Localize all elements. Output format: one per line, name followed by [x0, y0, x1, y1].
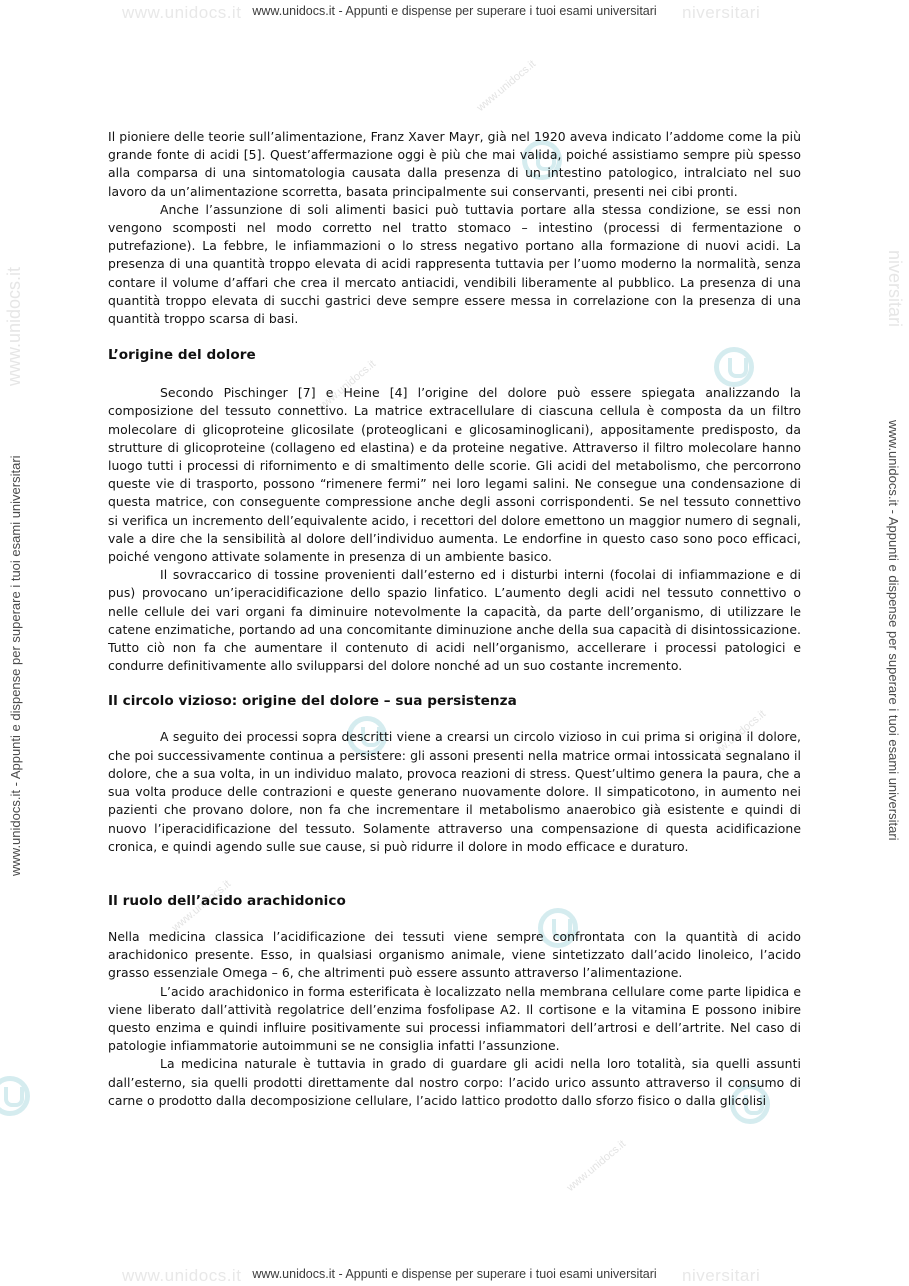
watermark-site-text: www.unidocs.it — [314, 358, 379, 414]
faint-site-text: niversitari — [885, 250, 905, 328]
faint-site-text: www.unidocs.it — [4, 266, 24, 386]
watermark-site-text: www.unidocs.it — [169, 878, 234, 934]
top-watermark-banner — [0, 3, 909, 22]
faint-site-text: www.unidocs.it — [122, 1266, 242, 1285]
watermark-logo-icon — [0, 1076, 30, 1116]
paragraph: Il sovraccarico di tossine provenienti dall’esterno ed i disturbi interni (focolai di infiammazione e di pus) provocano un’iperacidificazione dello spazio linfatico. L’aumento degli acidi nel tessuto connettivo o nelle cellule dei vari organi fa diminuire notevolmente la capacità, da parte dell’organismo, di utilizzare le catene enzimatiche, portando ad una concomitante diminuzione anche della sua capacità di disintossicazione. Tutto ciò non fa che aumentare il contenuto di acidi nell’organismo, accellerare i processi patologici e condurre definitivamente allo svilupparsi del dolore nonché ad un suo costante incremento. — [108, 567, 801, 674]
paragraph: Nella medicina classica l’acidificazione dei tessuti viene sempre confrontata con la quantità di acido arachidonico presente. Esso, in qualsiasi organismo animale, viene sintetizzato dall’acido linoleico, l’acido grasso essenziale Omega – 6, che altrimenti può essere assunto attraverso l’alimentazione. — [108, 928, 801, 981]
section-circolo-vizioso — [108, 692, 801, 855]
faint-site-text: niversitari — [682, 3, 761, 22]
paragraph: Secondo Pischinger [7] e Heine [4] l’origine del dolore può essere spiegata analizzando la composizione del tessuto connettivo. La matrice extracellulare di ciascuna cellula è composta da un filtro molecolare di glicoproteine glicosilate (proteoglicani e glicosaminoglicani), appositamente predisposto, da strutture di glicoproteine (collageno ed elastina) e da proteine negative. Attraverso il filtro molecolare hanno luogo tutti i processi di rifornimento e di smaltimento delle scorie. Gli acidi del metabolismo, che percorrono queste vie di trasporto, possono “rimenere fermi” nei loro legami salini. Ne consegue una condensazione di questa matrice, con conseguente compressione anche degli assoni corrispondenti. Se nel tessuto connettivo si verifica un incremento dell’equivalente acido, i recettori del dolore emettono un maggior numero di segnali, vale a dire che la sensibilità al dolore dell’individuo aumenta. Le endorfine in questo caso sono poco efficaci, poiché vengono attivate solamente in presenza di un ambiente basico. — [108, 385, 801, 565]
section-heading: Il circolo vizioso: origine del dolore – sua persistenza — [108, 693, 517, 710]
paragraph: Il pioniere delle teorie sull’alimentazione, Franz Xaver Mayr, già nel 1920 aveva indicato l’addome come la più grande fonte di acidi [5]. Quest’affermazione oggi è più che mai valida, poiché assistiamo sempre più spesso alla comparsa di una sintomatologia causata dalla presenza di un intestino patologico, intralciato nel suo lavoro da un’alimentazione scorretta, basata principalmente sui conservanti, presenti nei cibi pronti. — [108, 129, 801, 199]
paragraph: A seguito dei processi sopra descritti viene a crearsi un circolo vizioso in cui prima si origina il dolore, che poi successivamente continua a persistere: gli assoni presenti nella matrice ormai intossicata segnalano il dolore, che a sua volta, in un individuo malato, provoca reazioni di stress. Quest’ultimo genera la paura, che a sua volta produce delle contrazioni e queste generano nuovamente dolore. Il simpaticotono, in aumento nei pazienti che provano dolore, non fa che incrementare il metabolismo anaerobico già esistente e quindi di nuovo l’iperacidificazione del tessuto. Solamente attraverso una compensazione di questa acidificazione cronica, e quindi agendo sulle sue cause, si può ridurre il dolore in modo efficace e duraturo. — [108, 729, 801, 854]
faint-site-text: www.unidocs.it — [122, 3, 242, 22]
banner-text: www.unidocs.it - Appunti e dispense per superare i tuoi esami universitari — [252, 1267, 657, 1281]
section-acido-arachidonico — [108, 892, 801, 1110]
paragraph: Anche l’assunzione di soli alimenti basici può tuttavia portare alla stessa condizione, se essi non vengono scomposti nel modo corretto nel tratto stomaco – intestino (processi di fermentazione o putrefazione). La febbre, le infiammazioni o lo stress negativo portano alla formazione di nuovi acidi. La presenza di una quantità troppo elevata di acidi rappresenta tuttavia per l’uomo moderno la normalità, senza contare il volume d’affari che crea il mercato antiacidi, vendibili liberamente al pubblico. La presenza di una quantità troppo elevata di succhi gastrici deve sempre essere messa in correlazione con la presenza di una quantità troppo scarsa di basi. — [108, 201, 801, 327]
watermark-site-text: www.unidocs.it — [474, 58, 539, 114]
section-heading: Il ruolo dell’acido arachidonico — [108, 892, 346, 909]
paragraph: La medicina naturale è tuttavia in grado di guardare gli acidi nella loro totalità, sia quelli assunti dall’esterno, sia quelli prodotti direttamente dal nostro corpo: l’acido urico assunto attraverso il consumo di carne o prodotto dalla decomposizione cellulare, l’acido lattico prodotto dallo sforzo fisico o dalla glicolisi — [108, 1056, 801, 1108]
faint-site-text: niversitari — [682, 1266, 761, 1285]
side-banner-text: www.unidocs.it - Appunti e dispense per superare i tuoi esami universitari — [8, 455, 23, 876]
section-origine-dolore — [108, 346, 801, 675]
watermark-site-text: www.unidocs.it — [564, 1138, 629, 1194]
paragraph: L’acido arachidonico in forma esterificata è localizzato nella membrana cellulare come parte lipidica e viene liberato dall’attività regolatrice dell’enzima fosfolipase A2. Il cortisone e la vitamina E possono inibire questo enzima e quindi influire positivamente sui processi infiammatori dell’artrosi e dell’artrite. Nel caso di patologie infiammatorie autoimmuni se ne consiglia infatti l’assunzione. — [108, 983, 801, 1054]
section-heading: L’origine del dolore — [108, 347, 256, 364]
banner-text: www.unidocs.it - Appunti e dispense per superare i tuoi esami universitari — [252, 4, 657, 18]
watermark-site-text: www.unidocs.it — [704, 708, 769, 764]
side-banner-text: www.unidocs.it - Appunti e dispense per superare i tuoi esami universitari — [886, 420, 901, 841]
document-body — [108, 128, 801, 1110]
bottom-watermark-banner — [0, 1266, 909, 1285]
section-intro — [108, 128, 801, 328]
